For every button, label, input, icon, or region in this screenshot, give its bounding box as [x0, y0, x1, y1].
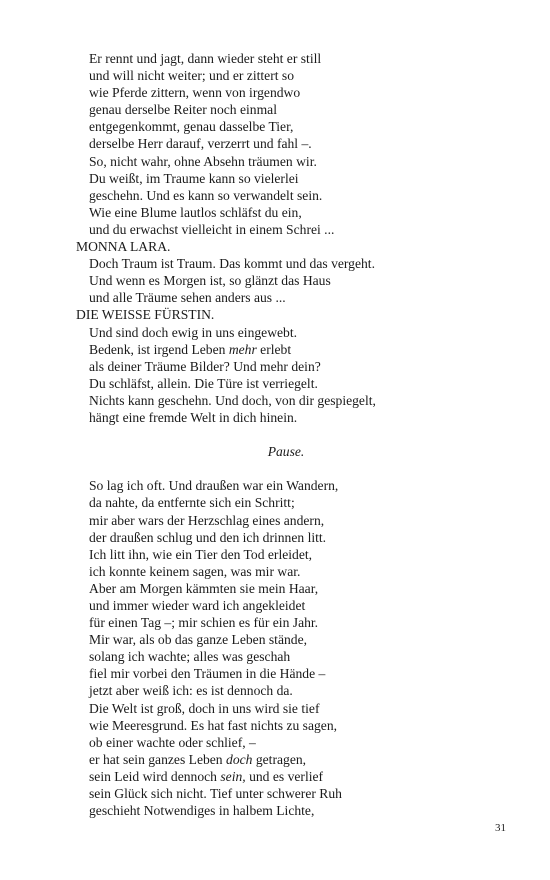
verse-line: Du weißt, im Traume kann so vielerlei [89, 170, 299, 186]
verse-line: geschieht Notwendiges in halbem Lichte, [89, 803, 315, 819]
verse-line: Die Welt ist groß, doch in uns wird sie tief [89, 700, 320, 716]
verse-line: Und wenn es Morgen ist, so glänzt das Haus [89, 273, 331, 289]
verse-line: geschehn. Und es kann so verwandelt sein. [89, 187, 323, 203]
verse-line: Du schläfst, allein. Die Türe ist verriegelt. [89, 375, 318, 391]
verse-line: und immer wieder ward ich angekleidet [89, 598, 306, 613]
emphasis-text: mehr [228, 341, 257, 357]
speaker-name: MONNA LARA. [76, 239, 171, 255]
verse-line: Er rennt und jagt, dann wieder steht er still [89, 51, 322, 66]
stage-direction: Pause. [267, 444, 305, 460]
verse-fragment: und es verlief [245, 768, 324, 784]
verse-line: entgegenkommt, genau dasselbe Tier, [89, 119, 294, 135]
verse-line: Ich litt ihn, wie ein Tier den Tod erleidet, [89, 546, 313, 562]
verse-line: So lag ich oft. Und draußen war ein Wandern, [89, 478, 339, 494]
verse-line: Doch Traum ist Traum. Das kommt und das vergeht. [89, 256, 375, 272]
verse-line: sein Glück sich nicht. Tief unter schwerer Ruh [89, 786, 342, 802]
verse-line: fiel mir vorbei den Träumen in die Hände – [89, 666, 326, 682]
speaker-name: DIE WEISSE FÜRSTIN. [76, 307, 215, 323]
verse-line: wie Pferde zittern, wenn von irgendwo [89, 85, 301, 101]
verse-line: Wie eine Blume lautlos schläfst du ein, [89, 204, 302, 220]
verse-line: für einen Tag –; mir schien es für ein Jahr. [89, 615, 319, 631]
verse-fragment: sein Leid wird dennoch [89, 768, 221, 784]
blank-line [76, 460, 516, 477]
verse-line: Mir war, als ob das ganze Leben stände, [89, 632, 308, 648]
verse-line: derselbe Herr darauf, verzerrt und fahl –. [89, 136, 312, 152]
verse-line: hängt eine fremde Welt in dich hinein. [89, 409, 298, 425]
verse-line: jetzt aber weiß ich: es ist dennoch da. [89, 683, 293, 699]
verse-line [76, 751, 516, 768]
verse-line: da nahte, da entfernte sich ein Schritt; [89, 495, 295, 511]
verse-fragment: getragen, [252, 751, 307, 767]
verse-line: solang ich wachte; alles was geschah [89, 649, 291, 665]
verse-line [76, 341, 516, 358]
verse-fragment: erlebt [256, 341, 292, 357]
verse-line: und will nicht weiter; und er zittert so [89, 68, 294, 84]
verse-fragment: er hat sein ganzes Leben [89, 751, 227, 767]
poem-text [76, 50, 516, 819]
verse-line: und alle Träume sehen anders aus ... [89, 290, 286, 306]
emphasis-text: sein, [220, 768, 246, 784]
verse-line: als deiner Träume Bilder? Und mehr dein? [89, 358, 321, 374]
verse-fragment: Bedenk, ist irgend Leben [89, 341, 229, 357]
page-number: 31 [495, 822, 506, 834]
verse-line: Aber am Morgen kämmten sie mein Haar, [89, 580, 319, 596]
verse-line: Und sind doch ewig in uns eingewebt. [89, 324, 298, 340]
verse-line: und du erwachst vielleicht in einem Schrei ... [89, 221, 335, 237]
verse-line: Nichts kann geschehn. Und doch, von dir gespiegelt, [89, 392, 376, 408]
verse-line: genau derselbe Reiter noch einmal [89, 102, 277, 118]
verse-line: der draußen schlug und den ich drinnen litt. [89, 529, 327, 545]
emphasis-text: doch [226, 751, 253, 767]
verse-line: So, nicht wahr, ohne Absehn träumen wir. [89, 153, 317, 169]
verse-line: mir aber wars der Herzschlag eines andern, [89, 512, 325, 528]
verse-line: ob einer wachte oder schlief, – [89, 734, 256, 750]
blank-line [76, 426, 516, 443]
verse-line: ich konnte keinem sagen, was mir war. [89, 563, 301, 579]
verse-line: wie Meeresgrund. Es hat fast nichts zu sagen, [89, 717, 338, 733]
verse-line [76, 768, 516, 785]
